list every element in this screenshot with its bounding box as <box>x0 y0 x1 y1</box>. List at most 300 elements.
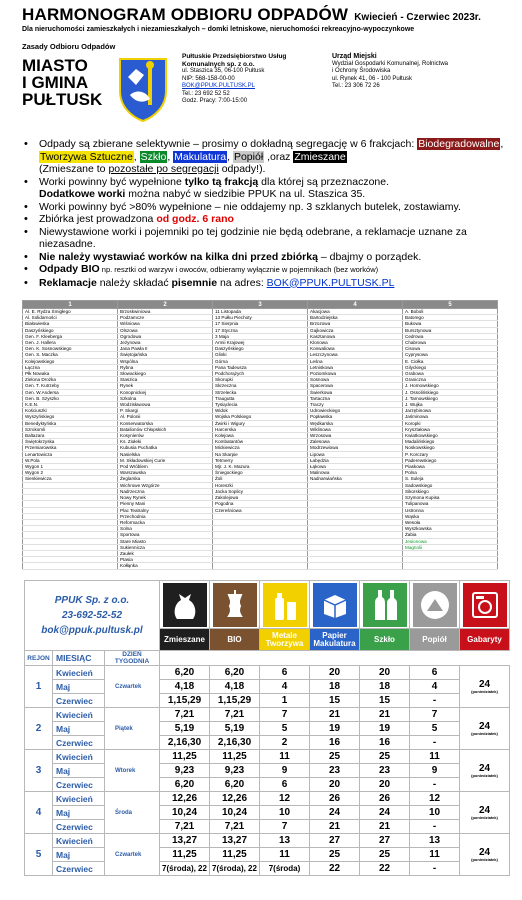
street-cell: Tulipanowa <box>403 501 498 507</box>
fraction-label: BIO <box>210 629 260 651</box>
street-cell: Paderewskiego <box>403 457 498 463</box>
street-cell: Akacjowa <box>308 309 403 315</box>
region-id: 2 <box>25 708 53 750</box>
street-cell: Nasielska <box>118 451 213 457</box>
month-cell: Maj <box>53 722 105 736</box>
icon-cell-szklo <box>360 581 410 629</box>
street-cell: J. Ossolińskiego <box>403 389 498 395</box>
date-cell: 10,24 <box>160 806 210 820</box>
month-cell: Kwiecień <box>53 708 105 722</box>
street-cell: Tartaczna <box>308 395 403 401</box>
street-cell: Chabrowa <box>403 340 498 346</box>
street-cell: Słowackiego <box>118 371 213 377</box>
date-cell: 6,20 <box>160 778 210 792</box>
street-cell: Ptasia <box>118 557 213 563</box>
date-cell: 26 <box>310 792 360 806</box>
street-cell: Szkolna <box>118 395 213 401</box>
street-cell: Białowieska <box>23 321 118 327</box>
street-cell: Al. Solidarności <box>23 315 118 321</box>
date-cell: 11,25 <box>160 750 210 764</box>
rule-segregation: • Odpady są zbierane selektywnie – prosimy o dokładną segregację w 6 frakcjach: Biodegradowalne, Tworzywa Sztuczne, Szkło, Makulatura, Popiół ,oraz Zmieszane (Zmieszane to pozostałe po segregacji odpady!). <box>24 138 512 176</box>
date-cell: 11 <box>410 848 460 862</box>
street-cell: Świętojańska <box>118 352 213 358</box>
date-cell: - <box>410 736 460 750</box>
col-month: MIESIĄC <box>53 651 105 666</box>
washing-machine-icon <box>463 583 507 627</box>
street-cell: Zalesowa <box>308 439 403 445</box>
street-cell: Wyszyńskiego <box>23 414 118 420</box>
street-cell <box>308 563 403 569</box>
street-cell: 17 Sierpnia <box>213 321 308 327</box>
street-cell: Bukowa <box>403 321 498 327</box>
street-cell: Zakolejowa <box>213 495 308 501</box>
date-cell: 11,25 <box>160 848 210 862</box>
street-cell: Mickiewicza <box>213 445 308 451</box>
date-cell: 21 <box>310 708 360 722</box>
company-contact: PPUK Sp. z o.o. 23-692-52-52 bok@ppuk.pultusk.pl <box>25 581 160 651</box>
gabaryty-date: 24 <box>478 679 491 690</box>
month-cell: Kwiecień <box>53 834 105 848</box>
street-cell: Konwaliowa <box>308 346 403 352</box>
date-cell: 20 <box>310 778 360 792</box>
date-cell: 9 <box>410 764 460 778</box>
street-cell: Sadowskiego <box>403 482 498 488</box>
street-cell: Kombatantów <box>213 439 308 445</box>
ppuk-email-link[interactable]: BOK@PPUK.PULTUSK.PL <box>182 83 256 89</box>
icon-cell-popiol <box>410 581 460 629</box>
weekday-cell: Czwartek <box>105 666 160 708</box>
street-cell: Cyprysowa <box>403 352 498 358</box>
street-cell: K.E.N. <box>23 402 118 408</box>
street-col-header: 1 <box>23 301 118 309</box>
date-cell: 21 <box>310 820 360 834</box>
date-cell: 13,27 <box>210 834 260 848</box>
street-cell <box>23 563 118 569</box>
date-cell: 7(środa) <box>260 862 310 876</box>
month-cell: Maj <box>53 806 105 820</box>
street-cell: Świętokrzyska <box>23 439 118 445</box>
street-cell: E. Ciołka <box>403 358 498 364</box>
street-cell: Wodzisławowa <box>118 402 213 408</box>
ppuk-info: Pułtuskie Przedsiębiorstwo Usług Komunalnych sp. z o.o. ul. Staszica 35, 06-100 Pułtusk NIP: 568-158-00-00 BOK@PPUK.PULTUSK.PL Tel.: 23 692 52 52 Godz. Pracy: 7:00-15:00 <box>182 53 332 130</box>
street-cell <box>213 563 308 569</box>
street-cell: Grabowa <box>403 371 498 377</box>
street-cell: Daszyńskiego <box>23 327 118 333</box>
apple-core-icon <box>213 583 257 627</box>
date-cell: 22 <box>360 862 410 876</box>
street-cell: Plac Teatralny <box>118 507 213 513</box>
street-cell: Widok <box>213 408 308 414</box>
rules-list <box>0 138 522 289</box>
street-cell: Traczy <box>308 402 403 408</box>
month-cell: Czerwiec <box>53 694 105 708</box>
street-cell: Noskowskiego <box>403 445 498 451</box>
street-cell: Popławska <box>308 414 403 420</box>
page-title: HARMONOGRAM ODBIORU ODPADÓW <box>22 5 349 24</box>
street-cell: Nadnarwiańska <box>308 476 403 482</box>
street-cell: Brzoskwiniowa <box>118 309 213 315</box>
street-cell: Gen. K. Sosnowskiego <box>23 346 118 352</box>
street-cell: Leśna <box>308 358 403 364</box>
street-cell: Modrzewiowa <box>308 445 403 451</box>
date-cell: - <box>410 862 460 876</box>
street-cell: P. Korczary <box>403 451 498 457</box>
street-cell: Pod Wróblem <box>118 464 213 470</box>
street-cell: Łąkowa <box>308 464 403 470</box>
rule-complaints: • Reklamacje należy składać pisemnie na adres: BOK@PPUK.PULTUSK.PL <box>24 277 512 290</box>
street-cell: Batorego <box>403 315 498 321</box>
street-cell: Szrokomli <box>23 426 118 432</box>
date-cell: 7(środa), 22 <box>210 862 260 876</box>
street-cell: Reformacka <box>118 519 213 525</box>
month-cell: Czerwiec <box>53 778 105 792</box>
street-cell: Zielona Drożka <box>23 377 118 383</box>
date-cell: 23 <box>360 764 410 778</box>
street-col-header: 5 <box>403 301 498 309</box>
date-cell: 13,27 <box>160 834 210 848</box>
street-cell: Górna <box>213 358 308 364</box>
date-cell: 20 <box>360 778 410 792</box>
street-cell: Poziomkowa <box>308 371 403 377</box>
date-cell: 16 <box>360 736 410 750</box>
schedule-row <box>25 708 510 722</box>
street-cell: Strzelecka <box>213 389 308 395</box>
street-cell: Gajkowicza <box>308 327 403 333</box>
street-cell: Baltazara <box>23 433 118 439</box>
street-cell: Piaskowa <box>403 464 498 470</box>
street-cell: Letniskowa <box>308 364 403 370</box>
schedule-row <box>25 722 510 736</box>
street-cell: Polna <box>403 470 498 476</box>
street-cell: Konopnickiej <box>118 389 213 395</box>
schedule-row <box>25 820 510 834</box>
street-cell: Mjr. J. K. Mazura <box>213 464 308 470</box>
schedule-row <box>25 764 510 778</box>
date-cell: 12 <box>260 792 310 806</box>
gabaryty-cell <box>460 834 510 876</box>
streets-table <box>22 300 498 570</box>
street-row <box>23 563 498 569</box>
street-col-header: 4 <box>308 301 403 309</box>
street-cell: S. Suleja <box>403 476 498 482</box>
street-cell: Gen. B. Szyszko <box>23 395 118 401</box>
street-cell: 11 Listopada <box>213 309 308 315</box>
street-cell: Sosnowa <box>308 377 403 383</box>
street-cell: Klonowa <box>308 340 403 346</box>
street-cell: Solna <box>118 526 213 532</box>
street-cell: Na Skarpie <box>213 451 308 457</box>
date-cell: 20 <box>310 666 360 680</box>
street-cell: Kościuszki <box>23 408 118 414</box>
street-cell: Sportowa <box>118 532 213 538</box>
street-cell: Lipowa <box>308 451 403 457</box>
street-cell: Gen. J. Hallera <box>23 340 118 346</box>
street-cell: Daszyńskiego <box>213 346 308 352</box>
street-cell: P. Skargi <box>118 408 213 414</box>
date-cell: 7(środa), 22 <box>160 862 210 876</box>
street-cell: Wesoła <box>403 519 498 525</box>
street-cell: Pana Tadeusza <box>213 364 308 370</box>
complaint-email-link[interactable]: BOK@PPUK.PULTUSK.PL <box>266 276 395 289</box>
date-cell: 11 <box>260 848 310 862</box>
schedule-row <box>25 792 510 806</box>
street-cell: Wspólna <box>118 358 213 364</box>
col-region: REJON <box>25 651 53 666</box>
street-cell: Płk Nowaka <box>23 371 118 377</box>
date-cell: 13 <box>410 834 460 848</box>
street-cell: Traugutta <box>213 395 308 401</box>
street-cell: Gen. S. Maczka <box>23 352 118 358</box>
street-cell <box>403 563 498 569</box>
fraction-label: Metale Tworzywa <box>260 629 310 651</box>
contact-block <box>0 53 522 130</box>
street-cell: Ustronna <box>403 507 498 513</box>
date-cell: 21 <box>360 708 410 722</box>
street-cell: Sukiennicza <box>118 544 213 550</box>
street-cell: Ks. Ziołeki <box>118 439 213 445</box>
date-cell: 23 <box>310 764 360 778</box>
street-cell: Wichrowe Wzgórze <box>118 482 213 488</box>
street-cell: W.Pola <box>23 457 118 463</box>
gabaryty-date: 24 <box>478 847 491 858</box>
schedule-row <box>25 778 510 792</box>
fraction-label: Papier Makulatura <box>310 629 360 651</box>
street-cell: Pogodna <box>213 501 308 507</box>
schedule-row <box>25 834 510 848</box>
street-cell: Bartodziejska <box>308 315 403 321</box>
street-cell: Przemiarowska <box>23 445 118 451</box>
street-cell: Żwirki i Wigury <box>213 420 308 426</box>
date-cell: 22 <box>310 862 360 876</box>
street-cell: Udrowieckiego <box>308 408 403 414</box>
street-cell: Podchorążych <box>213 371 308 377</box>
date-cell: 12,26 <box>160 792 210 806</box>
date-cell: 26 <box>360 792 410 806</box>
street-cell: Podzamcze <box>118 315 213 321</box>
date-cell: 10 <box>410 806 460 820</box>
date-cell: 7 <box>260 708 310 722</box>
gabaryty-date: 24 <box>478 805 491 816</box>
month-cell: Czerwiec <box>53 736 105 750</box>
street-cell: Jeżynowa <box>118 340 213 346</box>
street-cell: Tetmerry <box>213 457 308 463</box>
street-cell: Gen. F. Kleeberga <box>23 333 118 339</box>
street-cell: Łabędzia <box>308 457 403 463</box>
street-cell: Czereśniowa <box>213 507 308 513</box>
fraction-label: Gabaryty <box>460 629 510 651</box>
date-cell: 25 <box>360 848 410 862</box>
street-cell: Łączna <box>23 364 118 370</box>
street-cell: Brzozowa <box>308 321 403 327</box>
date-cell: 2,16,30 <box>160 736 210 750</box>
date-cell: 18 <box>310 680 360 694</box>
month-cell: Czerwiec <box>53 820 105 834</box>
date-cell: 7,21 <box>160 820 210 834</box>
street-cell: Zaułek <box>118 550 213 556</box>
region-id: 4 <box>25 792 53 834</box>
schedule-row <box>25 848 510 862</box>
street-cell: Benedyktyńska <box>23 420 118 426</box>
date-cell: 13 <box>260 834 310 848</box>
street-cell: Skrzeczna <box>213 383 308 389</box>
month-cell: Kwiecień <box>53 792 105 806</box>
street-cell: Gilyckiego <box>403 364 498 370</box>
street-cell: Kolejowa <box>213 433 308 439</box>
region-id: 5 <box>25 834 53 876</box>
street-cell: Madalińskiego <box>403 439 498 445</box>
schedule-row <box>25 680 510 694</box>
date-cell: 4,18 <box>160 680 210 694</box>
street-cell: Sikorskiego <box>403 488 498 494</box>
month-cell: Kwiecień <box>53 750 105 764</box>
date-cell: 5,19 <box>210 722 260 736</box>
schedule-row <box>25 666 510 680</box>
street-cell: Harcerska <box>213 426 308 432</box>
gabaryty-date: 24 <box>478 763 491 774</box>
date-cell: 6 <box>260 778 310 792</box>
street-cell: Kolejowskiego <box>23 358 118 364</box>
street-col-header: 2 <box>118 301 213 309</box>
street-cell: Wędkarska <box>308 420 403 426</box>
date-cell: 9 <box>260 764 310 778</box>
street-cell: J. Tarnowskiego <box>403 395 498 401</box>
icon-cell-bio <box>210 581 260 629</box>
street-cell: Wiśniowa <box>118 321 213 327</box>
date-cell: 25 <box>360 750 410 764</box>
date-cell: 11,25 <box>210 848 260 862</box>
street-col-header: 3 <box>213 301 308 309</box>
date-cell: 7,21 <box>210 820 260 834</box>
street-cell: Stare Miasto <box>118 538 213 544</box>
icon-cell-papier <box>310 581 360 629</box>
weekday-cell: Czwartek <box>105 834 160 876</box>
month-cell: Maj <box>53 848 105 862</box>
street-cell: Wojska Polskiego <box>213 414 308 420</box>
rule-bio: • Odpady BIO np. resztki od warzyw i owoców, odbieramy wyłącznie w pojemnikach (bez worków) <box>24 263 512 277</box>
street-cell: Rybna <box>118 364 213 370</box>
street-cell: Jana Pawła II <box>118 346 213 352</box>
intro-text: Dla nieruchomości zamieszkałych i niezamieszkałych – domki letniskowe, nieruchomości rekreacyjno-wypoczynkowe <box>22 26 415 33</box>
date-cell: 5 <box>260 722 310 736</box>
street-cell: Śniegockiego <box>213 470 308 476</box>
date-cell: 6,20 <box>210 778 260 792</box>
gabaryty-note: (poniedziałek) <box>471 689 498 694</box>
street-cell: Gen. W.Andersa <box>23 389 118 395</box>
weekday-cell: Piątek <box>105 708 160 750</box>
street-cell: A. Boboli <box>403 309 498 315</box>
date-cell: 9,23 <box>210 764 260 778</box>
icon-cell-zmieszane <box>160 581 210 629</box>
schedule-row <box>25 750 510 764</box>
date-cell: 1,15,29 <box>160 694 210 708</box>
month-cell: Kwiecień <box>53 666 105 680</box>
date-cell: 4,18 <box>210 680 260 694</box>
street-cell: Gen. T. Kutrzeby <box>23 383 118 389</box>
street-cell: Leszczynowa <box>308 352 403 358</box>
date-cell: 1,15,29 <box>210 694 260 708</box>
street-cell: Kasztanowa <box>308 333 403 339</box>
date-cell: 19 <box>360 722 410 736</box>
street-cell: Al. E. Rydza Śmigłego <box>23 309 118 315</box>
street-cell: Jaśminowa <box>403 414 498 420</box>
street-cell: Konserwatorska <box>118 420 213 426</box>
gabaryty-note: (poniedziałek) <box>471 857 498 862</box>
schedule-row <box>25 806 510 820</box>
street-cell: Jarzębinowa <box>403 408 498 414</box>
rules-heading: Zasady Odbioru Odpadów <box>22 42 116 51</box>
gabaryty-date: 24 <box>478 721 491 732</box>
date-cell: - <box>410 778 460 792</box>
date-cell: 27 <box>360 834 410 848</box>
date-cell: 2,16,30 <box>210 736 260 750</box>
street-cell: Warszawska <box>118 470 213 476</box>
region-id: 1 <box>25 666 53 708</box>
street-cell: Spacerowa <box>308 383 403 389</box>
street-cell: 17 Styczna <box>213 327 308 333</box>
street-cell: Wrzosowa <box>308 433 403 439</box>
company-email-link[interactable]: bok@ppuk.pultusk.pl <box>41 625 143 636</box>
street-cell: Kołłąnka <box>118 563 213 569</box>
fraction-label: Szkło <box>360 629 410 651</box>
icon-cell-gabaryty <box>460 581 510 629</box>
street-cell: Kosynierów <box>118 433 213 439</box>
rule-fill: • Worki powinny być >80% wypełnione – nie oddajemy np. 3 szklanych butelek, zostawiamy. <box>24 201 512 214</box>
street-cell: 3 Maja <box>213 333 308 339</box>
date-cell: 25 <box>310 750 360 764</box>
gabaryty-cell <box>460 708 510 750</box>
date-cell: 21 <box>360 820 410 834</box>
weekday-cell: Środa <box>105 792 160 834</box>
glass-bottle-icon <box>363 583 407 627</box>
gabaryty-cell <box>460 750 510 792</box>
date-cell: 11 <box>260 750 310 764</box>
street-cell: Koropki <box>403 420 498 426</box>
weekday-cell: Wtorek <box>105 750 160 792</box>
street-cell: Przechodnia <box>118 513 213 519</box>
street-cell: Wąska <box>403 513 498 519</box>
region-id: 3 <box>25 750 53 792</box>
street-cell: Nadrzeczna <box>118 488 213 494</box>
date-cell: 15 <box>360 694 410 708</box>
date-cell: 7,21 <box>210 708 260 722</box>
city-crest-icon <box>114 55 172 123</box>
street-cell: Świerkowa <box>308 389 403 395</box>
gabaryty-note: (poniedziałek) <box>471 731 498 736</box>
date-cell: 5 <box>410 722 460 736</box>
date-cell: 16 <box>310 736 360 750</box>
fraction-label: Zmieszane <box>160 629 210 651</box>
gabaryty-cell <box>460 666 510 708</box>
month-cell: Maj <box>53 680 105 694</box>
schedule-row <box>25 694 510 708</box>
date-cell: 6 <box>410 666 460 680</box>
header <box>0 0 522 51</box>
trash-bag-icon <box>163 583 207 627</box>
date-cell: 7,21 <box>160 708 210 722</box>
street-cell: Jacka Soplicy <box>213 488 308 494</box>
street-cell: Wiklinowa <box>308 426 403 432</box>
street-cell: 13 Pułku Piechoty <box>213 315 308 321</box>
street-cell: Malinowa <box>308 470 403 476</box>
street-cell: Nowy Rynek <box>118 495 213 501</box>
date-cell: 9,23 <box>160 764 210 778</box>
date-cell: 6 <box>260 666 310 680</box>
street-cell: Wygon 1 <box>23 464 118 470</box>
date-cell: 2 <box>260 736 310 750</box>
cardboard-box-icon <box>313 583 357 627</box>
gabaryty-note: (poniedziałek) <box>471 815 498 820</box>
date-cell: 25 <box>310 848 360 862</box>
